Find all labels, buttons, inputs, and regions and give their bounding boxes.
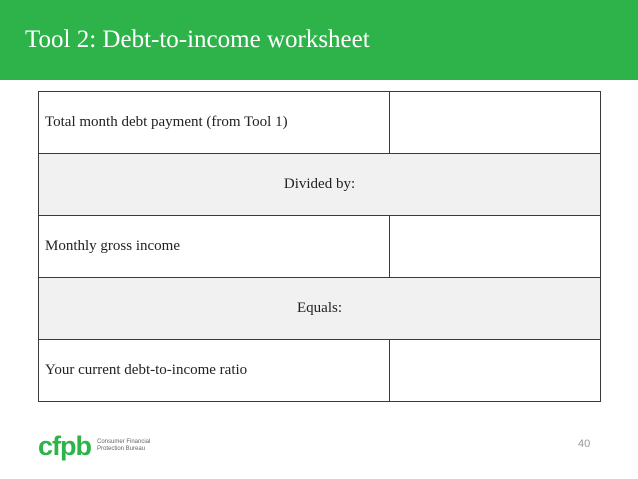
equals-operator: Equals: [39,278,601,340]
dti-ratio-label: Your current debt-to-income ratio [39,340,390,402]
cfpb-logo [38,432,157,460]
page-title: Tool 2: Debt-to-income worksheet [25,26,370,53]
worksheet-row-total-debt [39,92,601,154]
gross-income-entry-field[interactable] [390,216,601,278]
debt-to-income-worksheet [38,91,601,402]
worksheet-row-equals [39,278,601,340]
total-debt-label: Total month debt payment (from Tool 1) [39,92,390,154]
dti-ratio-entry-field[interactable] [390,340,601,402]
title-banner [0,0,638,80]
cfpb-logo-agency-name: Consumer Financial Protection Bureau [97,439,151,452]
gross-income-label: Monthly gross income [39,216,390,278]
worksheet-row-gross-income [39,216,601,278]
divided-by-operator: Divided by: [39,154,601,216]
total-debt-entry-field[interactable] [390,92,601,154]
worksheet-row-divided-by [39,154,601,216]
cfpb-logo-wordmark: cfpb [38,431,91,461]
worksheet-row-dti-ratio [39,340,601,402]
page-number: 40 [578,438,591,450]
